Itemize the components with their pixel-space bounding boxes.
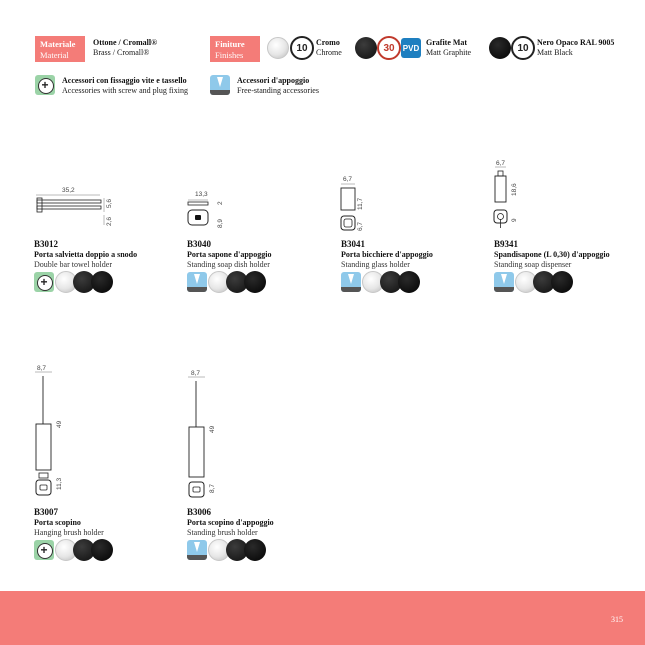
b3006-height: 49 — [209, 425, 216, 433]
b9341-height: 18,6 — [511, 183, 518, 196]
free-standing-icon — [494, 272, 514, 292]
finish-black-label: Nero Opaco RAL 9005 Matt Black — [537, 38, 615, 57]
screw-fixing-icon — [34, 272, 54, 292]
black-swatch — [244, 271, 266, 293]
graphite-swatch — [355, 37, 377, 59]
product-name-it: Porta scopino d'appoggio — [187, 518, 274, 527]
product-name-it: Spandisapone (L 0,30) d'appoggio — [494, 250, 610, 259]
black-swatch — [91, 271, 113, 293]
pvd-badge: PVD — [401, 38, 421, 58]
product-name-en: Standing glass holder — [341, 260, 410, 269]
free-standing-icon — [187, 540, 207, 560]
screw-fixing-icon — [35, 75, 55, 95]
free-standing-icon — [187, 272, 207, 292]
screw-fixing-icon — [34, 540, 54, 560]
b3007-drawing — [33, 362, 73, 507]
b3007-depth: 11,3 — [56, 477, 63, 490]
b3041-depth: 6,7 — [357, 221, 364, 231]
product-code: B3040 — [187, 239, 212, 249]
product-name-en: Standing soap dispenser — [494, 260, 572, 269]
b3041-height: 11,7 — [357, 197, 364, 210]
b3006-depth: 8,7 — [209, 483, 216, 493]
b3007-width: 8,7 — [37, 365, 47, 372]
warranty-10-icon: 10 — [290, 36, 314, 60]
chrome-swatch — [267, 37, 289, 59]
black-swatch — [244, 539, 266, 561]
product-name-en: Double bar towel holder — [34, 260, 112, 269]
b3006-width: 8,7 — [191, 370, 201, 377]
free-standing-icon — [341, 272, 361, 292]
product-code: B3041 — [341, 239, 366, 249]
warranty-30-icon: 30 — [377, 36, 401, 60]
product-name-en: Hanging brush holder — [34, 528, 104, 537]
material-label: Materiale Material — [35, 36, 85, 62]
page-number: 315 — [611, 615, 623, 624]
b3007-height: 49 — [56, 420, 63, 428]
b3012-drawing — [34, 185, 134, 230]
material-value: Ottone / Cromall® Brass / Cromall® — [93, 38, 158, 57]
product-name-it: Porta sapone d'appoggio — [187, 250, 272, 259]
b3040-width: 13,3 — [195, 191, 208, 198]
product-code: B9341 — [494, 239, 519, 249]
b3040-height: 2 — [217, 201, 224, 205]
finish-chrome-label: Cromo Chrome — [316, 38, 342, 57]
finishes-label: Finiture Finishes — [210, 36, 260, 62]
product-code: B3012 — [34, 239, 59, 249]
black-swatch — [398, 271, 420, 293]
black-swatch — [489, 37, 511, 59]
product-name-it: Porta salvietta doppio a snodo — [34, 250, 138, 259]
product-name-it: Porta bicchiere d'appoggio — [341, 250, 433, 259]
finish-graphite-label: Grafite Mat Matt Graphite — [426, 38, 472, 57]
b3006-drawing — [186, 366, 226, 506]
b3012-depth: 5,6 — [106, 198, 113, 208]
b3012-height: 2,6 — [106, 216, 113, 226]
product-name-en: Standing brush holder — [187, 528, 258, 537]
footer-band — [0, 591, 645, 645]
mount-screw-label: Accessori con fissaggio vite e tassello Accessories with screw and plug fixing — [62, 76, 188, 95]
black-swatch — [91, 539, 113, 561]
b3012-width: 35,2 — [62, 187, 75, 194]
black-swatch — [551, 271, 573, 293]
product-name-en: Standing soap dish holder — [187, 260, 270, 269]
free-standing-icon — [210, 75, 230, 95]
mount-stand-label: Accessori d'appoggio Free-standing accessories — [237, 76, 319, 95]
product-code: B3007 — [34, 507, 59, 517]
b9341-depth: 9 — [511, 218, 518, 222]
product-name-it: Porta scopino — [34, 518, 81, 527]
b3040-depth: 8,9 — [217, 218, 224, 228]
warranty-10-icon: 10 — [511, 36, 535, 60]
b9341-width: 6,7 — [496, 160, 506, 167]
b3041-width: 6,7 — [343, 176, 353, 183]
product-code: B3006 — [187, 507, 212, 517]
